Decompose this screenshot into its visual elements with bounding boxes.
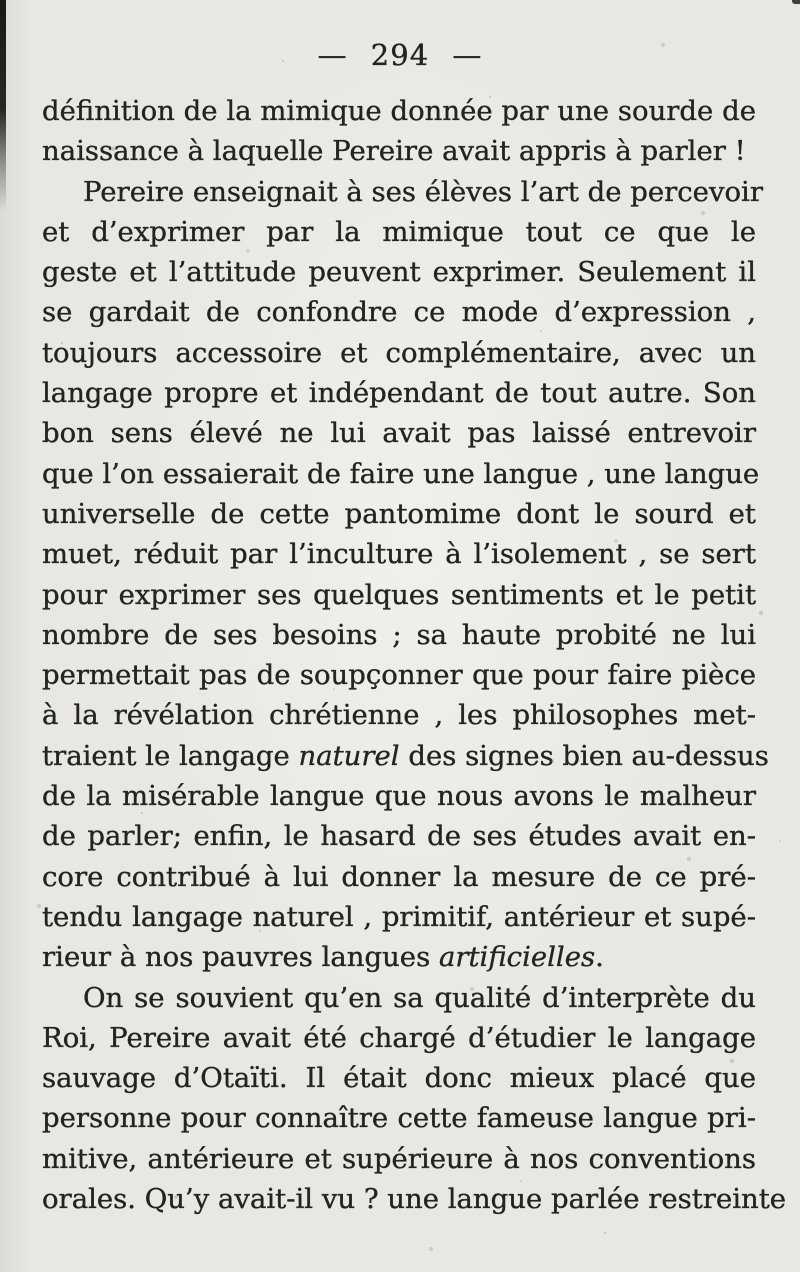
text-line: bon sens élevé ne lui avait pas laissé entrevoir [42,417,756,450]
text-line: muet, réduit par l’inculture à l’isolement , se sert [42,538,756,571]
text-block [42,91,787,1219]
text-line: sauvage d’Otaïti. Il était donc mieux placé que [42,1062,756,1095]
text-line: personne pour connaître cette fameuse langue pri- [42,1102,756,1135]
text-line: de parler; enfin, le hasard de ses études avait en- [42,820,756,853]
text-segment: des signes bien au-dessus [399,739,769,772]
page-header [0,0,800,72]
italic-text: artificielles [438,941,596,974]
paragraph [42,172,769,978]
text-line: nombre de ses besoins ; sa haute probité ne lui [42,618,756,651]
text-segment: traient le langage [42,739,299,772]
text-line: orales. Qu’y avait-il vu ? une langue parlée restreinte [42,1183,787,1216]
text-line [42,736,769,776]
text-line: permettait pas de soupçonner que pour faire pièce [42,659,756,692]
italic-text: naturel [298,739,400,772]
text-segment: rieur à nos pauvres langues [42,941,439,974]
text-line: mitive, antérieure et supérieure à nos conventions [42,1142,756,1175]
text-line: définition de la mimique donnée par une sourde de [42,95,756,127]
text-line: se gardait de confondre ce mode d’expression , [42,296,756,329]
text-line: Pereire enseignait à ses élèves l’art de percevoir [83,175,763,208]
text-line: et d’exprimer par la mimique tout ce que le [42,215,756,248]
scan-corner-mark [792,0,800,4]
text-line: que l’on essaierait de faire une langue , une langue [42,457,760,490]
text-line: langage propre et indépendant de tout autre. Son [42,377,756,410]
text-line [42,937,756,977]
page-number: — 294 — [317,38,483,72]
text-line: Roi, Pereire avait été chargé d’étudier le langage [42,1021,756,1054]
text-line: toujours accessoire et complémentaire, avec un [42,336,756,369]
text-line: On se souvient qu’en sa qualité d’interprète du [83,981,756,1014]
text-line: pour exprimer ses quelques sentiments et le petit [42,578,756,611]
paragraph [42,978,787,1220]
text-line: naissance à laquelle Pereire avait appris à parler ! [42,135,746,168]
text-segment: . [595,941,604,974]
paragraph [42,91,756,172]
text-line: à la révélation chrétienne , les philosophes met- [42,699,756,732]
text-line: de la misérable langue que nous avons le malheur [42,780,756,813]
scan-speckles [0,0,2,2]
text-line: core contribué à lui donner la mesure de ce pré- [42,860,756,893]
text-line: geste et l’attitude peuvent exprimer. Seulement il [42,256,756,289]
text-line: universelle de cette pantomime dont le sourd et [42,497,756,530]
scan-edge-artifact [0,0,6,212]
text-line: tendu langage naturel , primitif, antérieur et supé- [42,900,756,933]
